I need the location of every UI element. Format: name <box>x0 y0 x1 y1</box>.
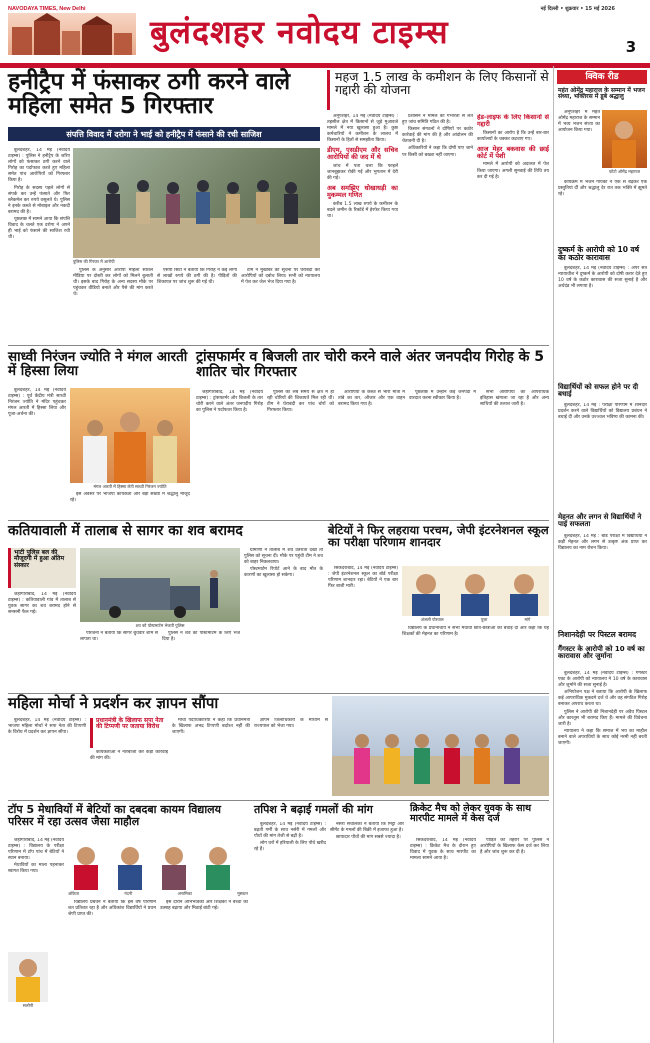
lead-body-col3: एसपी सिटी ने बताया कि गिरोह ने कई लोगों से लाखों रुपये की ठगी की है। पीड़ितों की शिकायत पर जांच शुरू की गई थी। <box>157 268 237 286</box>
katiyawali-headline: कतियावाली में तालाब से सागर का शव बरामद <box>8 523 243 539</box>
katiyawali-col3: पुलिस ने शव को पोस्टमार्टम के लिए भेज दिया है। <box>162 631 240 643</box>
farmers-col3: हेड-लाइफ के लिए किसानों से गद्दारी किसानों का आरोप है कि उन्हें बार-बार कार्यालयों के चक्कर कटवाए गए। आज मेहर बकवास की छाई कोर्ट में पेशी मामले में आरोपी को अदालत में पेश किया जाएगा। अगली सुनवाई की तिथि तय कर दी गई है। <box>477 114 549 180</box>
topper-name: अंकिता <box>68 891 79 896</box>
sidebar-item3-body: बुलंदशहर, 14 मई : परीक्षा परिणाम में शानदार प्रदर्शन करने वाले विद्यार्थियों को विद्यालय प्रबंधन ने बधाई दी और उनके उज्ज्वल भविष्य की कामना की। <box>558 403 647 421</box>
school-headline: बेटियों ने फिर लहराया परचम, जेपी इंटरनेशनल स्कूल का परीक्षा परिणाम शानदार <box>328 523 549 550</box>
mahila-box <box>90 718 168 748</box>
sidebar-item4-head: मेहनत और लगन से विद्यार्थियों ने पाई सफलता <box>558 513 642 529</box>
school-student-name: मांगे <box>524 617 531 622</box>
toppers-headline: टॉप 5 मेधावियों में बेटियों का दबदबा कायम विद्यालय परिसर में रहा उत्सव जैसा माहौल <box>8 803 222 828</box>
sidebar-section-label: क्विक रीड <box>557 70 647 84</box>
lead-photo-caption: पुलिस की गिरफ्त में आरोपी <box>73 259 115 264</box>
transformer-col1: जहांगीराबाद, 14 मई (नवोदय टाइम्स) : ट्रांसफार्मर और बिजली के तार चोरी करने वाले अंतर जनपदीय गिरोह का पुलिस ने पर्दाफाश किया है। <box>196 390 263 414</box>
niranjan-col2: इस अवसर पर भाजपा कार्यकर्ता और बड़ी संख्या में श्रद्धालु मौजूद रहे। <box>70 492 190 504</box>
edition-label: NAVODAYA TIMES, New Delhi <box>8 6 86 12</box>
sidebar-item3-head: विद्यार्थियों को सफल होने पर दी बधाई <box>558 383 639 399</box>
lead-body-col4: टीम ने मुखबिर की सूचना पर घेराबंदी कर आरोपियों को दबोच लिया। सभी को न्यायालय में पेश कर जेल भेज दिया गया है। <box>241 268 320 286</box>
school-photo <box>402 566 549 616</box>
topper-name: सलोनी <box>22 1003 34 1008</box>
masthead <box>0 0 650 68</box>
sidebar <box>553 66 650 1043</box>
dateline: नई दिल्ली • शुक्रवार • 15 मई 2026 <box>540 6 615 12</box>
school-col1: सिकंदराबाद, 14 मई (नवोदय टाइम्स) : जेपी इंटरनेशनल स्कूल का बोर्ड परीक्षा परिणाम शानदार रहा। बेटियों ने एक बार फिर बाजी मारी। <box>328 566 398 590</box>
sidebar-item1-body2: कार्यक्रम में भजन गायकों ने एक से बढ़कर एक प्रस्तुतियां दीं और श्रद्धालु देर रात तक भक्ति में झूमते रहे। <box>558 180 647 198</box>
mahila-headline: महिला मोर्चा ने प्रदर्शन कर ज्ञापन सौंपा <box>8 694 219 712</box>
farmers-sub1: डीएम, एसडीएम और सचिव आरोपियों की जद में थे <box>327 146 398 162</box>
toppers-col1: जहांगीराबाद, 14 मई (नवोदय टाइम्स) : विद्यालय के परीक्षा परिणाम में टॉप पांच में बेटियों ने स्थान बनाया। मेधावियों का माला पहनाकर स्वागत किया गया। <box>8 838 64 875</box>
divider <box>8 520 549 521</box>
divider <box>8 345 549 346</box>
sidebar-item5-head: निशानदेही पर पिस्टल बरामद <box>558 630 637 639</box>
lead-photo <box>73 148 320 258</box>
mahila-col3: मोर्चा पदाधिकारियों ने कहा कि प्रधानमंत्री के खिलाफ अभद्र टिप्पणी बर्दाश्त नहीं की जाएगी। <box>172 718 250 736</box>
topper-name: नंदनी <box>124 891 133 896</box>
school-student-name: अंजली पोरवाल <box>420 617 444 622</box>
mahila-col4: ज्ञापन जिलाधिकारी के माध्यम से राज्यपाल को भेजा गया। <box>254 718 328 730</box>
transformer-col4: पूछताछ में उन्होंने कई जनपदों में वारदात करना स्वीकार किया है। <box>409 390 476 402</box>
niranjan-headline: साध्वी निरंजन ज्योति ने मंगल आरती में हिस्सा लिया <box>8 349 188 380</box>
katiyawali-photo <box>80 548 240 622</box>
heat-headline: तपिश ने बढ़ाई गमलों की मांग <box>254 803 373 816</box>
toppers-col3: इस दौरान अभिभावकों और शिक्षकों ने बच्चों का उत्साह बढ़ाया और मिठाई बांटी गई। <box>160 900 248 912</box>
farmers-headline-box <box>327 70 549 110</box>
mahila-col2: कार्यकर्ताओं ने नारेबाजी कर कड़ी कार्रवाई की मांग की। <box>90 750 168 762</box>
topper-name: अनामिका <box>177 891 192 896</box>
lead-intro: बुलंदशहर, 14 मई (नवोदय टाइम्स) : पुलिस ने हनीट्रैप के जरिए लोगों को फंसाकर ठगी करने वाले गिरोह का पर्दाफाश करते हुए महिला समेत पांच आरोपियों को गिरफ्तार किया है। <box>8 148 70 184</box>
toppers-col2: विद्यालय प्रबंधन ने बताया कि इस वर्ष परिणाम शत प्रतिशत रहा है और अधिकांश विद्यार्थियों ने प्रथम श्रेणी प्राप्त की। <box>68 900 156 918</box>
cricket-headline: क्रिकेट मैच को लेकर युवक के साथ मारपीट मामले में केस दर्ज <box>410 803 532 824</box>
sidebar-item6-body: बुलंदशहर, 14 मई (नवोदय टाइम्स) : गैंगस्टर एक्ट के आरोपी को न्यायालय ने 10 वर्ष के कारावास और जुर्माने की सजा सुनाई है। अभियोजन पक्ष ने बताया कि आरोपी के खिलाफ कई आपराधिक मुकदमे दर्ज थे और वह संगठित गिरोह बनाकर अपराध करता था। पुलिस ने आरोपी की निशानदेही पर अवैध पिस्टल और कारतूस भी बरामद किए हैं। मामले की विवेचना जारी है। न्यायालय ने कहा कि समाज में भय का माहौल बनाने वाले अपराधियों के साथ कोई नरमी नहीं बरती जाएगी। <box>558 671 647 747</box>
sidebar-item2-head: दुष्कर्म के आरोपी को 10 वर्ष का कठोर कारावास <box>558 245 640 262</box>
katiyawali-caption: शव को पोस्टमार्टम भेजती पुलिस <box>135 623 185 628</box>
skyline-illustration <box>8 13 136 55</box>
heat-col1: बुलंदशहर, 14 मई (नवोदय टाइम्स) : बढ़ती गर्मी के साथ नर्सरी में गमलों और पौधों की मांग तेजी से बढ़ी है। लोग घरों में हरियाली के लिए पौधे खरीद रहे हैं। <box>254 822 326 853</box>
mahila-col1: बुलंदशहर, 14 मई (नवोदय टाइम्स) : भाजपा महिला मोर्चा ने सपा नेता की टिप्पणी के विरोध में प्रदर्शन कर ज्ञापन सौंपा। <box>8 718 86 736</box>
farmers-col2: प्रशासन ने मामले को गंभीरता से लेते हुए जांच समिति गठित की है। किसान संगठनों ने दोषियों पर कठोर कार्रवाई की मांग की है और आंदोलन की चेतावनी दी है। अधिकारियों ने कहा कि दोषी पाए जाने पर किसी को बख्शा नहीं जाएगा। <box>402 114 473 158</box>
transformer-col3: आरोपियों के कब्जे से भारी मात्रा में तांबे का तार, औजार और एक वाहन बरामद किया गया है। <box>338 390 405 408</box>
katiyawali-box <box>8 548 76 588</box>
topper-photo-5 <box>8 952 48 1002</box>
transformer-headline: ट्रांसफार्मर व बिजली तार चोरी करने वाले अंतर जनपदीय गिरोह के 5 शातिर चोर गिरफ्तार <box>196 349 545 380</box>
niranjan-caption: मंगल आरती में हिस्सा लेती साध्वी निरंजन ज्योति <box>93 484 167 489</box>
heat-col2: नर्सरी संचालकों ने बताया कि मिट्टी और सीमेंट के गमलों की बिक्री में इजाफा हुआ है। छायादार पौधों की मांग सबसे ज्यादा है। <box>330 822 404 841</box>
sidebar-item2-body: बुलंदशहर, 14 मई (नवोदय टाइम्स) : अपर सत्र न्यायाधीश ने दुष्कर्म के आरोपी को दोषी करार देते हुए 10 वर्ष के कठोर कारावास की सजा सुनाई है और अर्थदंड भी लगाया है। <box>558 266 647 290</box>
school-student-names <box>402 617 549 623</box>
transformer-col5: सभी आरोपियों का आपराधिक इतिहास खंगाला जा रहा है और अन्य साथियों की तलाश जारी है। <box>480 390 549 408</box>
transformer-col2: पुलिस को लंबे समय से क्षेत्र में हो रही चोरियों की शिकायतें मिल रही थीं। टीम ने घेराबंदी कर पांच चोरों को गिरफ्तार किया। <box>267 390 334 414</box>
cricket-col1: सिकंदराबाद, 14 मई (नवोदय टाइम्स) : क्रिकेट मैच के दौरान हुए विवाद में युवक के साथ मारपीट का मामला सामने आया है। <box>410 838 476 862</box>
lead-strap: संपत्ति विवाद में दरोगा ने भाई को हनीट्रैप में फंसाने की रची साजिश <box>8 127 320 141</box>
farmers-sub2: अब समझिए धोखाधड़ी का मुकम्मल गणित <box>327 184 398 200</box>
school-col2: विद्यालय के प्रधानाचार्य ने सभी मेधावी छात्र-छात्राओं को बधाई दी और कहा कि यह शिक्षकों की मेहनत का परिणाम है। <box>402 626 549 638</box>
divider <box>8 800 549 801</box>
sidebar-item4-body: बुलंदशहर, 14 मई : बोर्ड परीक्षा में विद्यार्थियों ने कड़ी मेहनत और लगन से उत्कृष्ट अंक प्राप्त कर विद्यालय का नाम रोशन किया। <box>558 534 647 552</box>
mahila-photo <box>332 696 549 796</box>
page-number: 3 <box>625 38 637 56</box>
katiyawali-col4: ग्रामीणों ने तालाब में शव उतराता देखा तो पुलिस को सूचना दी। मौके पर पहुंची टीम ने शव को बाहर निकलवाया। पोस्टमार्टम रिपोर्ट आने के बाद मौत के कारणों का खुलासा हो सकेगा। <box>244 548 323 579</box>
farmers-sub3: हेड-लाइफ के लिए किसानों से गद्दारी <box>477 114 549 128</box>
sidebar-item1-photo <box>602 110 647 168</box>
farmers-headline: महज 1.5 लाख के कमीशन के लिए किसानों से गद्दारी की योजना <box>335 69 549 98</box>
sidebar-item1-head: महंत ओमेंद्र महाराज के सम्मान में भजन संध्या, भक्तिरस में डूबे श्रद्धालु <box>558 87 645 101</box>
farmers-col1: अनूपशहर, 14 मई (नवोदय टाइम्स) : तहसील क्षेत्र में किसानों से जुड़े मुआवजे मामले में नया खुलासा हुआ है। कुछ कर्मचारियों ने कमीशन के लालच में किसानों के हितों से समझौता किया। डीएम, एसडीएम और सचिव आरोपियों की जद में थे जांच में पता चला कि फाइलें जानबूझकर रोकी गईं और भुगतान में देरी की गई। अब समझिए धोखाधड़ी का मुकम्मल गणित करीब 1.5 लाख रुपये के कमीशन के बदले जमीन के रिकॉर्ड में हेरफेर किया गया था। <box>327 114 398 220</box>
school-student-name: पूजा <box>480 617 488 622</box>
sidebar-item1-body: अनूपशहर में महंत ओमेंद्र महाराज के सम्मान में भव्य भजन संध्या का आयोजन किया गया। <box>558 110 600 134</box>
toppers-names <box>68 891 248 897</box>
farmers-sub4: आज मेहर बकवास की छाई कोर्ट में पेशी <box>477 144 549 160</box>
sidebar-item6-head: गैंगस्टर के आरोपी को 10 वर्ष का कारावास और जुर्माना <box>558 645 645 661</box>
lead-body-col2: पुलिस के अनुसार आरोपी महिला सोशल मीडिया पर दोस्ती कर लोगों को मिलने बुलाती थी। इसके बाद गिरोह के अन्य सदस्य मौके पर पहुंचकर वीडियो बनाते और पैसे की मांग करते थे। <box>73 268 153 298</box>
sidebar-item1-caption: फोटो ओमेंद्र महाराज <box>609 169 640 174</box>
katiyawali-col2: परिजनों ने बताया कि सागर बुधवार शाम से लापता था। <box>80 631 158 643</box>
masthead-title: बुलंदशहर नवोदय टाइम्स <box>150 13 449 51</box>
lead-headline: हनीट्रैप में फंसाकर ठगी करने वाले महिला समेत 5 गिरफ्तार <box>8 69 291 120</box>
niranjan-col1: बुलंदशहर, 14 मई (नवोदय टाइम्स) : पूर्व केंद्रीय मंत्री साध्वी निरंजन ज्योति ने मंदिर पहुंचकर मंगल आरती में हिस्सा लिया और पूजा-अर्चना की। <box>8 388 66 418</box>
topper-name: मुस्कान <box>237 891 248 896</box>
niranjan-photo <box>70 388 190 483</box>
katiyawali-box-text: भाटी पुलिस बल की मौजूदगी में हुआ अंतिम संस्कार <box>14 549 65 569</box>
lead-body-col1: बुलंदशहर, 14 मई (नवोदय टाइम्स) : पुलिस ने हनीट्रैप के जरिए लोगों को फंसाकर ठगी करने वाले गिरोह का पर्दाफाश करते हुए महिला समेत पांच आरोपियों को गिरफ्तार किया है। गिरोह के सदस्य पहले लोगों से संपर्क कर उन्हें फंसाते और फिर ब्लैकमेल कर रुपये वसूलते थे। पुलिस ने इनके कब्जे से मोबाइल और नकदी बरामद की है। पूछताछ में सामने आया कि संपत्ति विवाद के चलते एक दरोगा ने अपने ही भाई को फंसाने की साजिश रची थी। <box>8 148 70 241</box>
cricket-col2: पीड़ित की तहरीर पर पुलिस ने आरोपियों के खिलाफ केस दर्ज कर लिया है और जांच शुरू कर दी है। <box>480 838 549 856</box>
mahila-box-text: प्रधानमंत्री के खिलाफ सपा नेता की टिप्पणी पर जताया विरोध <box>96 717 164 731</box>
katiyawali-col1: जहांगीराबाद, 14 मई (नवोदय टाइम्स) : कतियावाली गांव में तालाब से युवक सागर का शव बरामद होने से सनसनी फैल गई। <box>8 592 76 616</box>
toppers-photos <box>68 838 248 890</box>
